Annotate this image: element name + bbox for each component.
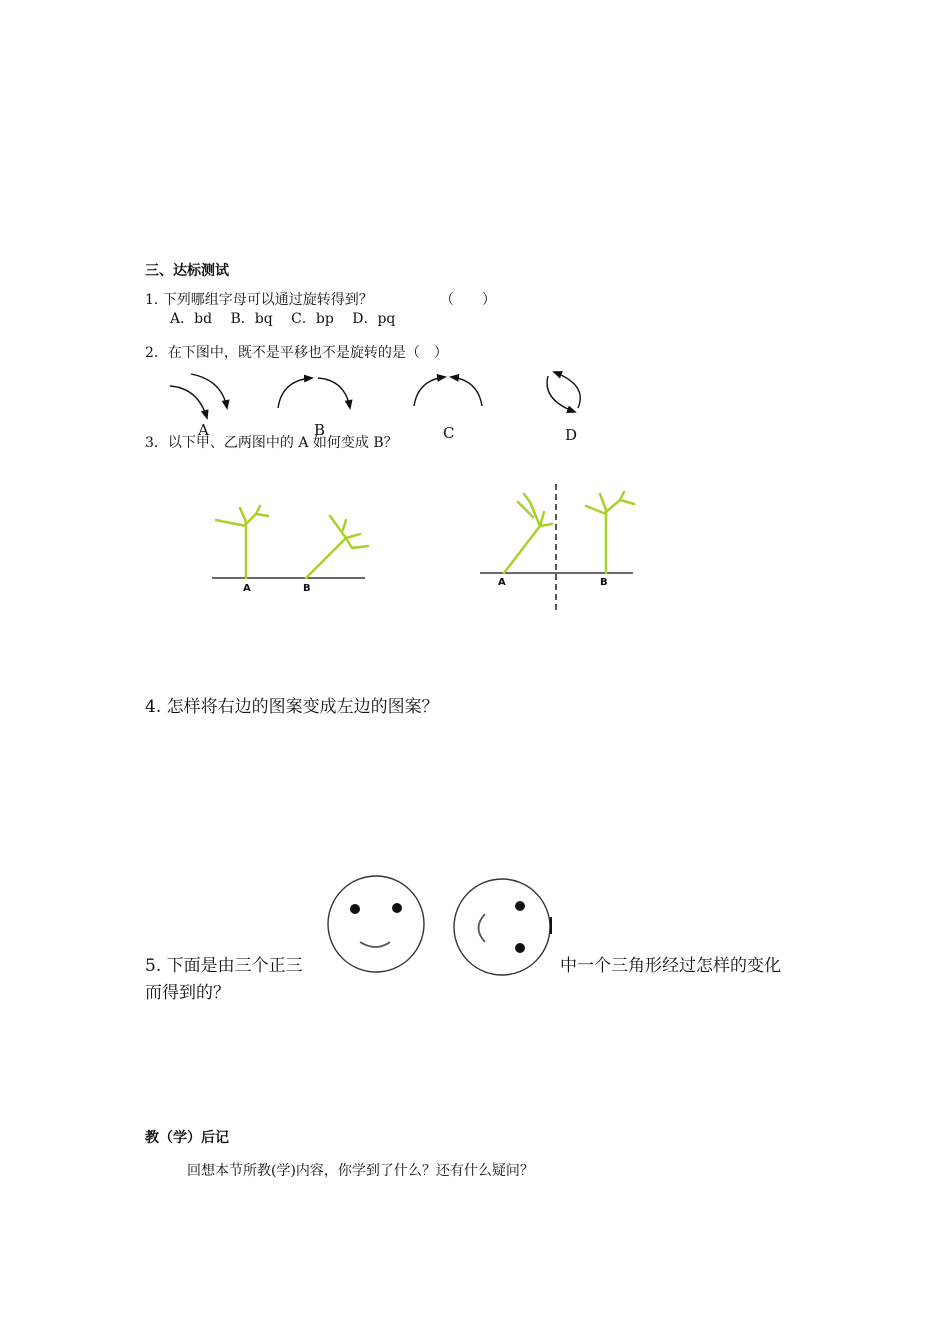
tree-b-upright <box>586 492 634 573</box>
question-2-text: 2．在下图中，既不是平移也不是旋转的是（ ） <box>145 345 448 361</box>
question-1-options: A．bd B．bq C．bp D．pq <box>170 311 396 327</box>
smiley-face-upright <box>328 876 424 972</box>
question-4-text: 4. 怎样将右边的图案变成左边的图案？ <box>145 697 439 717</box>
question-1-answer-paren: （ ） <box>440 292 496 308</box>
figure-a-label: A <box>198 421 209 439</box>
postscript-text: 回想本节所教(学)内容，你学到了什么？还有什么疑问？ <box>187 1163 534 1179</box>
figure-a-arrows <box>170 374 227 418</box>
question-5-text-right: 中一个三角形经过怎样的变化 <box>560 956 781 976</box>
tree-figure-1 <box>210 500 370 600</box>
question-3-text: 3．以下甲、乙两图中的 A 如何变成 B？ <box>145 435 398 451</box>
tree-figure-2 <box>478 480 648 615</box>
smiley-face-rotated <box>454 879 551 975</box>
figure-c-arrows <box>414 377 482 406</box>
tree-figure-2-label-b: B <box>600 577 608 588</box>
figure-b-arrows <box>278 378 350 408</box>
tree-figure-1-label-a: A <box>243 583 251 594</box>
section-title: 三、达标测试 <box>145 263 229 279</box>
tree-a-upright <box>216 506 268 578</box>
tree-figure-1-label-b: B <box>303 583 311 594</box>
tree-b-rotated <box>306 516 368 578</box>
postscript-title: 教（学）后记 <box>145 1130 229 1146</box>
tree-a-tilted <box>504 494 552 573</box>
question-1-text: 1. 下列哪组字母可以通过旋转得到？ <box>145 292 373 308</box>
smiley-faces-figure <box>322 872 562 982</box>
tree-figure-2-label-a: A <box>498 577 506 588</box>
question-5-text-line2: 而得到的？ <box>145 983 230 1003</box>
question-5-text-left: 5. 下面是由三个正三 <box>145 956 303 976</box>
figure-d-arrows <box>547 372 580 412</box>
figure-b-label: B <box>314 421 326 439</box>
figure-d-label: D <box>565 426 578 444</box>
figure-c-label: C <box>443 424 455 442</box>
